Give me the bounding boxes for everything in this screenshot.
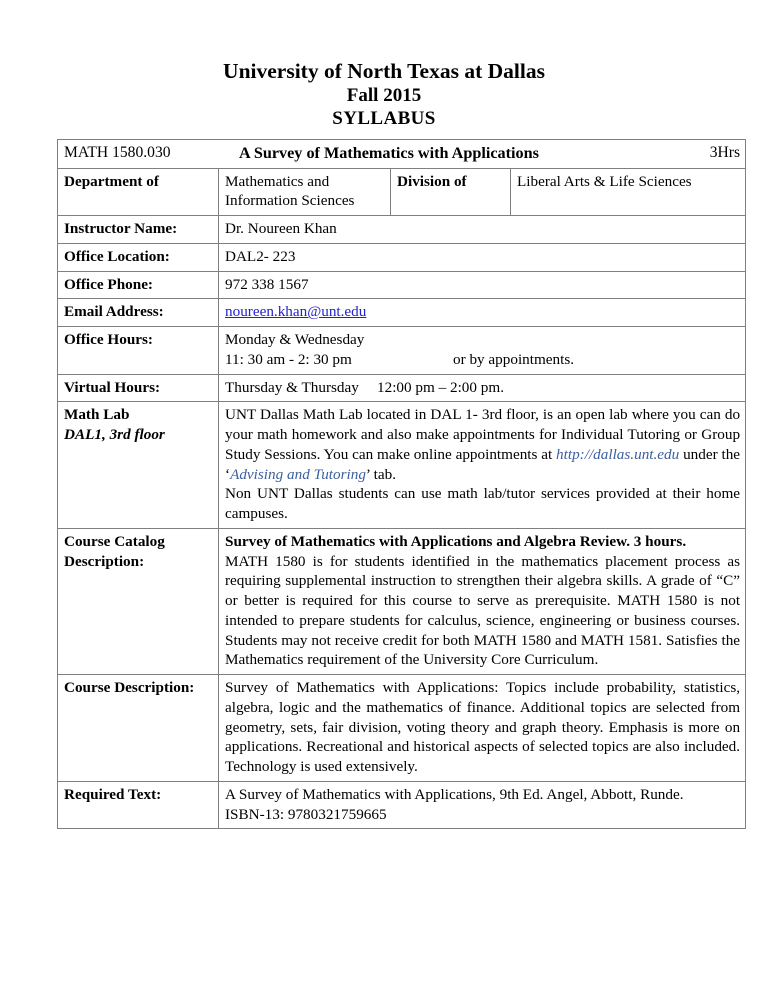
email-label: Email Address:	[58, 299, 219, 327]
math-lab-label-cell	[58, 402, 219, 529]
table-row-virtual-hours	[58, 374, 746, 402]
math-lab-sub-label: DAL1, 3rd floor	[64, 426, 165, 444]
office-phone-value: 972 338 1567	[219, 271, 746, 299]
math-lab-url[interactable]: http://dallas.unt.edu	[556, 445, 680, 463]
course-catalog-description-text	[219, 528, 746, 674]
credit-hours: 3Hrs	[709, 143, 741, 161]
course-code: MATH 1580.030	[64, 143, 171, 161]
course-header-cell	[58, 139, 746, 168]
office-hours-value	[219, 327, 746, 375]
course-title: A Survey of Mathematics with Applications	[239, 143, 539, 162]
required-text-isbn: ISBN-13: 9780321759665	[225, 805, 387, 823]
table-row-course-catalog-description	[58, 528, 746, 674]
table-row-department	[58, 168, 746, 216]
instructor-label: Instructor Name:	[58, 216, 219, 244]
department-label: Department of	[58, 168, 219, 216]
office-hours-time: 11: 30 am - 2: 30 pm	[225, 350, 352, 368]
course-description-text: Survey of Mathematics with Applications: Topics include probability, statistics, algebra, logic and the mathematics of finance. Additional topics are selected from geometry, sets, fair division, voting theory and graph theory. Emphasis is more on applications. Recreational and historical aspects of selected topics are also included. Technology is used extensively.	[219, 675, 746, 782]
math-lab-text-before-url: UNT Dallas Math Lab located in DAL 1- 3rd floor, is an open lab where you can do your math homework and also make appointments for Individual Tutoring or Group Study Sessions. You can make online appointments at	[225, 406, 741, 463]
math-lab-label: Math Lab	[64, 406, 130, 424]
table-row-email	[58, 299, 746, 327]
virtual-hours-value	[219, 374, 746, 402]
email-link[interactable]: noureen.khan@unt.edu	[225, 303, 367, 321]
course-catalog-label-line2: Description:	[64, 552, 145, 570]
division-label: Division of	[391, 168, 511, 216]
course-catalog-body: MATH 1580 is for students identified in the mathematics placement process as requiring supplemental instruction to strengthen their algebra skills. A grade of “C” or better is required for this course to serve as prerequisite. MATH 1580 is not intended to prepare students for calculus, science, engineering or business courses. Students may not receive credit for both MATH 1580 and MATH 1581. Satisfies the Mathematics requirement of the University Core Curriculum.	[225, 552, 741, 669]
office-location-value: DAL2- 223	[219, 243, 746, 271]
table-row-course-description	[58, 675, 746, 782]
table-row-course-header	[58, 139, 746, 168]
office-hours-days: Monday & Wednesday	[225, 331, 365, 349]
table-row-math-lab	[58, 402, 746, 529]
division-value: Liberal Arts & Life Sciences	[511, 168, 746, 216]
document-heading	[0, 0, 768, 131]
document-type-title: SYLLABUS	[332, 108, 436, 130]
department-value: Mathematics and Information Sciences	[219, 168, 391, 216]
office-hours-note: or by appointments.	[453, 350, 575, 368]
syllabus-table	[57, 139, 746, 830]
university-title: University of North Texas at Dallas	[223, 59, 545, 83]
table-row-required-text	[58, 781, 746, 829]
instructor-value: Dr. Noureen Khan	[219, 216, 746, 244]
required-text-value	[219, 781, 746, 829]
email-value-cell	[219, 299, 746, 327]
course-catalog-bold-heading: Survey of Mathematics with Applications and Algebra Review. 3 hours.	[225, 532, 687, 550]
office-phone-label: Office Phone:	[58, 271, 219, 299]
required-text-label: Required Text:	[58, 781, 219, 829]
table-row-office-location	[58, 243, 746, 271]
course-catalog-label-line1: Course Catalog	[64, 532, 165, 550]
table-row-office-phone	[58, 271, 746, 299]
term-title: Fall 2015	[346, 85, 422, 107]
virtual-hours-label: Virtual Hours:	[58, 374, 219, 402]
course-description-label: Course Description:	[58, 675, 219, 782]
office-hours-label: Office Hours:	[58, 327, 219, 375]
math-lab-text-after-tab: ’ tab.	[365, 465, 396, 483]
course-catalog-description-label	[58, 528, 219, 674]
math-lab-tab-name: Advising and Tutoring	[230, 465, 366, 483]
math-lab-last-paragraph: Non UNT Dallas students can use math lab/tutor services provided at their home campuses.	[225, 485, 741, 523]
table-row-instructor	[58, 216, 746, 244]
math-lab-text	[219, 402, 746, 529]
required-text-line1: A Survey of Mathematics with Applications, 9th Ed. Angel, Abbott, Runde.	[225, 785, 684, 803]
table-row-office-hours	[58, 327, 746, 375]
math-lab-text-mid: under the ‘	[225, 445, 741, 483]
virtual-hours-days: Thursday & Thursday	[225, 378, 359, 396]
office-location-label: Office Location:	[58, 243, 219, 271]
virtual-hours-time: 12:00 pm – 2:00 pm.	[377, 378, 504, 396]
